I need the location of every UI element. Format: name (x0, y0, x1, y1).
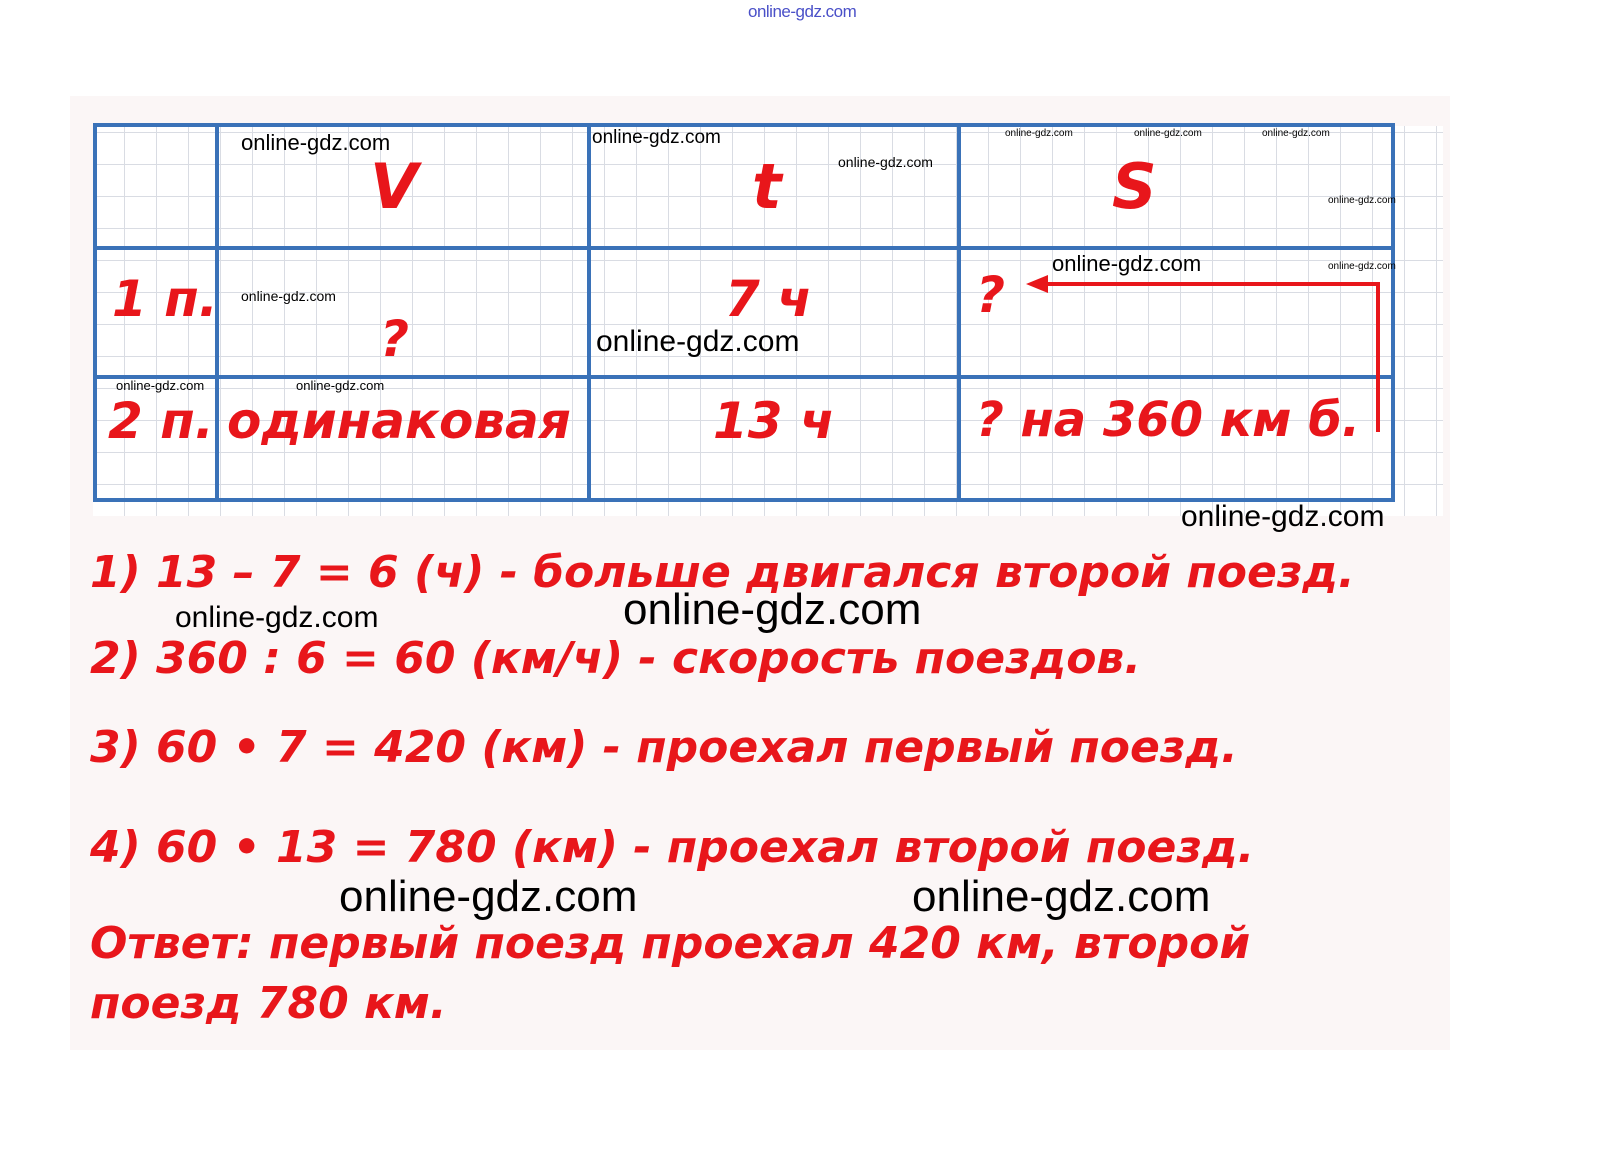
row1-label: 1 п. (112, 270, 218, 328)
table-border-top (93, 123, 1395, 127)
watermark: online-gdz.com (1262, 128, 1330, 139)
watermark: online-gdz.com (1328, 261, 1396, 272)
solution-step-4: 4) 60 • 13 = 780 (км) - проехал второй поезд. (90, 822, 1255, 873)
watermark: online-gdz.com (241, 130, 391, 155)
watermark: online-gdz.com (1052, 251, 1202, 276)
watermark: online-gdz.com (1181, 500, 1385, 533)
header-t: t (752, 150, 782, 223)
watermark: online-gdz.com (241, 288, 336, 304)
table-col-divider-2 (587, 123, 591, 502)
watermark: online-gdz.com (592, 127, 721, 148)
watermark: online-gdz.com (296, 378, 385, 393)
table-col-divider-3 (957, 123, 961, 502)
table-border-header (93, 246, 1395, 250)
watermark: online-gdz.com (596, 325, 800, 358)
watermark: online-gdz.com (116, 378, 205, 393)
header-watermark: online-gdz.com (748, 2, 857, 21)
answer-line-2: поезд 780 км. (90, 978, 447, 1029)
watermark: online-gdz.com (912, 872, 1211, 921)
row2-label: 2 п. (108, 392, 214, 450)
table-border-right (1391, 123, 1395, 502)
watermark: online-gdz.com (1134, 128, 1202, 139)
solution-step-3: 3) 60 • 7 = 420 (км) - проехал первый поезд. (90, 722, 1238, 773)
watermark: online-gdz.com (838, 154, 933, 170)
watermark: online-gdz.com (175, 601, 379, 634)
row1-t: 7 ч (725, 270, 812, 328)
row2-s: ? на 360 км б. (976, 392, 1360, 448)
row2-v: одинаковая (227, 392, 571, 450)
row2-t: 13 ч (713, 392, 835, 450)
solution-step-2: 2) 360 : 6 = 60 (км/ч) - скорость поездов. (90, 633, 1141, 684)
answer-line-1: Ответ: первый поезд проехал 420 км, второй (90, 918, 1251, 969)
header-s: S (1112, 150, 1157, 223)
watermark: online-gdz.com (1328, 195, 1396, 206)
watermark: online-gdz.com (1005, 128, 1073, 139)
watermark: online-gdz.com (623, 585, 922, 634)
header-v: V (370, 150, 418, 223)
watermark: online-gdz.com (339, 872, 638, 921)
row1-s: ? (976, 266, 1006, 324)
solution-step-1: 1) 13 – 7 = 6 (ч) - больше двигался второй поезд. (90, 547, 1355, 598)
row1-v: ? (380, 310, 410, 368)
table-border-left (93, 123, 97, 502)
